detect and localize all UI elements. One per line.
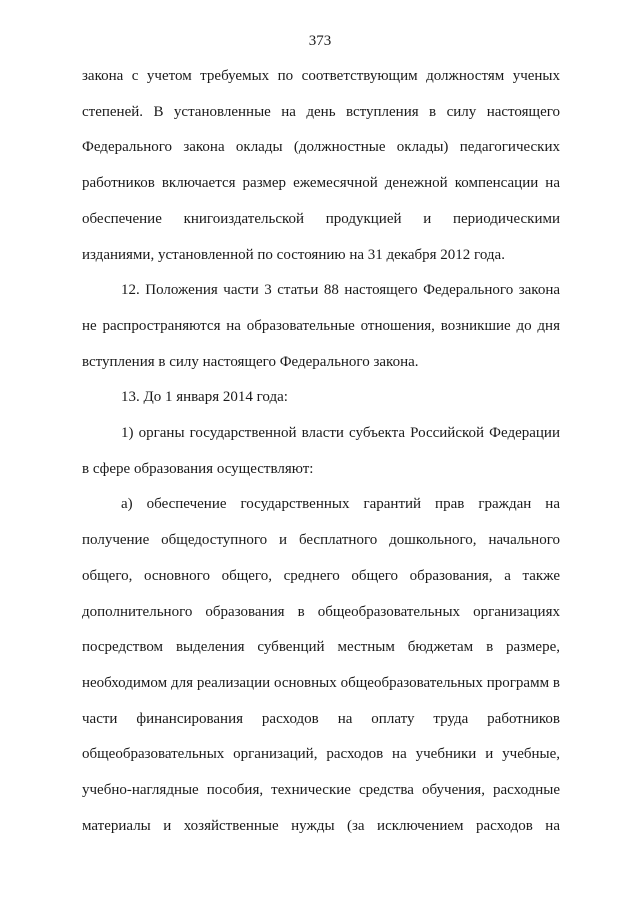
text-line: не распространяются на образовательные отношения, возникшие до дня xyxy=(82,318,560,334)
text-line: обеспечение книгоиздательской продукцией и периодическими xyxy=(82,211,560,227)
text-line: общего, основного общего, среднего общего образования, а также xyxy=(82,568,560,584)
text-line: работников включается размер ежемесячной денежной компенсации на xyxy=(82,175,560,191)
text-line: 13. До 1 января 2014 года: xyxy=(121,389,288,405)
text-line: 1) органы государственной власти субъекта Российской Федерации xyxy=(121,425,560,441)
text-line: дополнительного образования в общеобразовательных организациях xyxy=(82,604,560,620)
text-line: 12. Положения части 3 статьи 88 настоящего Федерального закона xyxy=(121,282,560,298)
text-line: в сфере образования осуществляют: xyxy=(82,461,314,477)
text-line: получение общедоступного и бесплатного дошкольного, начального xyxy=(82,532,560,548)
text-line: степеней. В установленные на день вступления в силу настоящего xyxy=(82,104,560,120)
text-line: посредством выделения субвенций местным бюджетам в размере, xyxy=(82,639,560,655)
page-number: 373 xyxy=(308,33,332,49)
text-line: материалы и хозяйственные нужды (за исключением расходов на xyxy=(82,818,560,834)
text-line: Федерального закона оклады (должностные оклады) педагогических xyxy=(82,139,560,155)
text-line: закона с учетом требуемых по соответствующим должностям ученых xyxy=(82,68,560,84)
text-line: части финансирования расходов на оплату труда работников xyxy=(82,711,560,727)
text-line: а) обеспечение государственных гарантий прав граждан на xyxy=(121,496,560,512)
text-line: изданиями, установленной по состоянию на 31 декабря 2012 года. xyxy=(82,247,505,263)
text-line: вступления в силу настоящего Федерального закона. xyxy=(82,354,419,370)
text-line: учебно-наглядные пособия, технические средства обучения, расходные xyxy=(82,782,560,798)
text-line: общеобразовательных организаций, расходов на учебники и учебные, xyxy=(82,746,560,762)
text-line: необходимом для реализации основных общеобразовательных программ в xyxy=(82,675,560,691)
